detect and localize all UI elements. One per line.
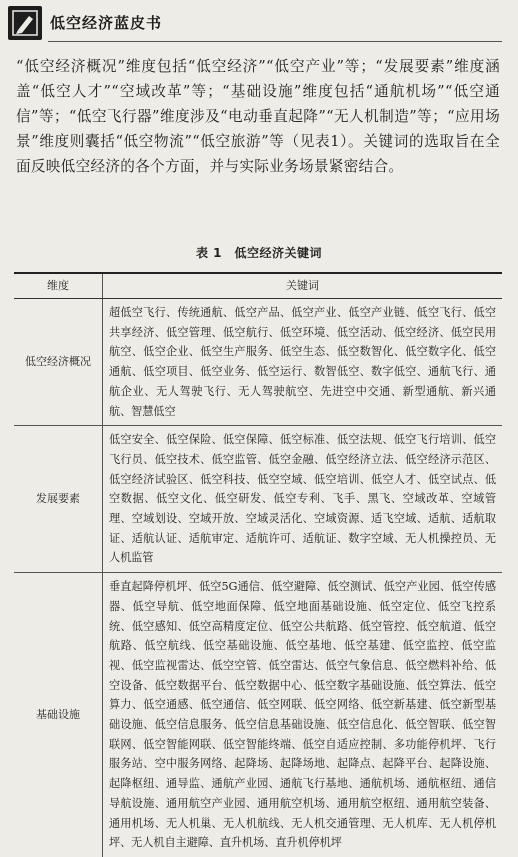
dimension-cell: 低空经济概况 bbox=[14, 299, 103, 426]
running-header bbox=[6, 4, 506, 44]
column-header-keywords: 关键词 bbox=[103, 273, 503, 299]
keywords-cell: 垂直起降停机坪、低空5G通信、低空避障、低空测试、低空产业园、低空传感器、低空导航、低空地面保障、低空地面基础设施、低空定位、低空飞控系统、低空感知、低空高精度定位、低空公共航路、低空管控、低空航道、低空航路、低空航线、低空基础设施、低空基地、低空基建、低空监控、低空监视、低空监视雷达、低空空管、低空雷达、低空气象信息、低空燃料补给、低空设备、低空数据平台、低空数据中心、低空数字基础设施、低空算法、低空算力、低空通感、低空通信、低空网联、低空网络、低空新基建、低空新型基础设施、低空信息服务、低空信息基础设施、低空信息化、低空智联、低空智联网、低空智能网联、低空智能终端、低空自适应控制、多功能停机坪、飞行服务站、空中服务网络、起降场、起降场地、起降点、起降平台、起降设施、起降枢纽、通导监、通航产业园、通航飞行基地、通航机场、通航枢纽、通信导航设施、通用航空产业园、通用航空机场、通用航空枢纽、通用航空装备、通用机场、无人机巢、无人机航线、无人机交通管理、无人机库、无人机停机坪、无人机自主避障、直升机场、直升机停机坪 bbox=[109, 580, 496, 850]
dimension-cell: 基础设施 bbox=[14, 573, 103, 857]
table-row bbox=[14, 299, 502, 426]
book-series-logo bbox=[8, 6, 42, 40]
pen-icon bbox=[12, 10, 38, 36]
table-header-row bbox=[14, 273, 502, 299]
dimension-cell: 发展要素 bbox=[14, 426, 103, 573]
series-title: 低空经济蓝皮书 bbox=[50, 14, 163, 32]
table-row bbox=[14, 573, 502, 857]
keywords-cell: 低空安全、低空保险、低空保障、低空标准、低空法规、低空飞行培训、低空飞行员、低空技术、低空监管、低空金融、低空经济立法、低空经济示范区、低空经济试验区、低空科技、低空空域、低空培训、低空人才、低空试点、低空数据、低空文化、低空研发、低空专利、飞手、黑飞、空域改革、空域管理、空域划设、空域开放、空域灵活化、空域资源、适飞空域、适航、适航取证、适航认证、适航审定、适航许可、适航证、数字空域、无人机操控员、无人机监管 bbox=[103, 426, 503, 573]
body-paragraph: “低空经济概况”维度包括“低空经济”“低空产业”等；“发展要素”维度涵盖“低空人才”“空域改革”等；“基础设施”维度包括“通航机场”“低空通信”等；“低空飞行器”维度涉及“电动垂直起降”“无人机制造”等；“应用场景”维度则囊括“低空物流”“低空旅游”等（见表1）。关键词的选取旨在全面反映低空经济的各个方面，并与实际业务场景紧密结合。 bbox=[16, 58, 500, 175]
keywords-table bbox=[14, 272, 502, 857]
table-caption: 表 1 低空经济关键词 bbox=[195, 246, 323, 260]
header-rule bbox=[48, 41, 502, 42]
table-row bbox=[14, 426, 502, 573]
keywords-cell: 超低空飞行、传统通航、低空产品、低空产业、低空产业链、低空飞行、低空共享经济、低空管理、低空航行、低空环境、低空活动、低空经济、低空民用航空、低空企业、低空生产服务、低空生态、低空数智化、低空数字化、低空通航、低空项目、低空业务、低空运行、数智低空、数字低空、通航飞行、通航企业、无人驾驶飞行、无人驾驶航空、先进空中交通、新型通航、新兴通航、智慧低空 bbox=[103, 299, 503, 426]
column-header-dimension: 维度 bbox=[14, 273, 103, 299]
